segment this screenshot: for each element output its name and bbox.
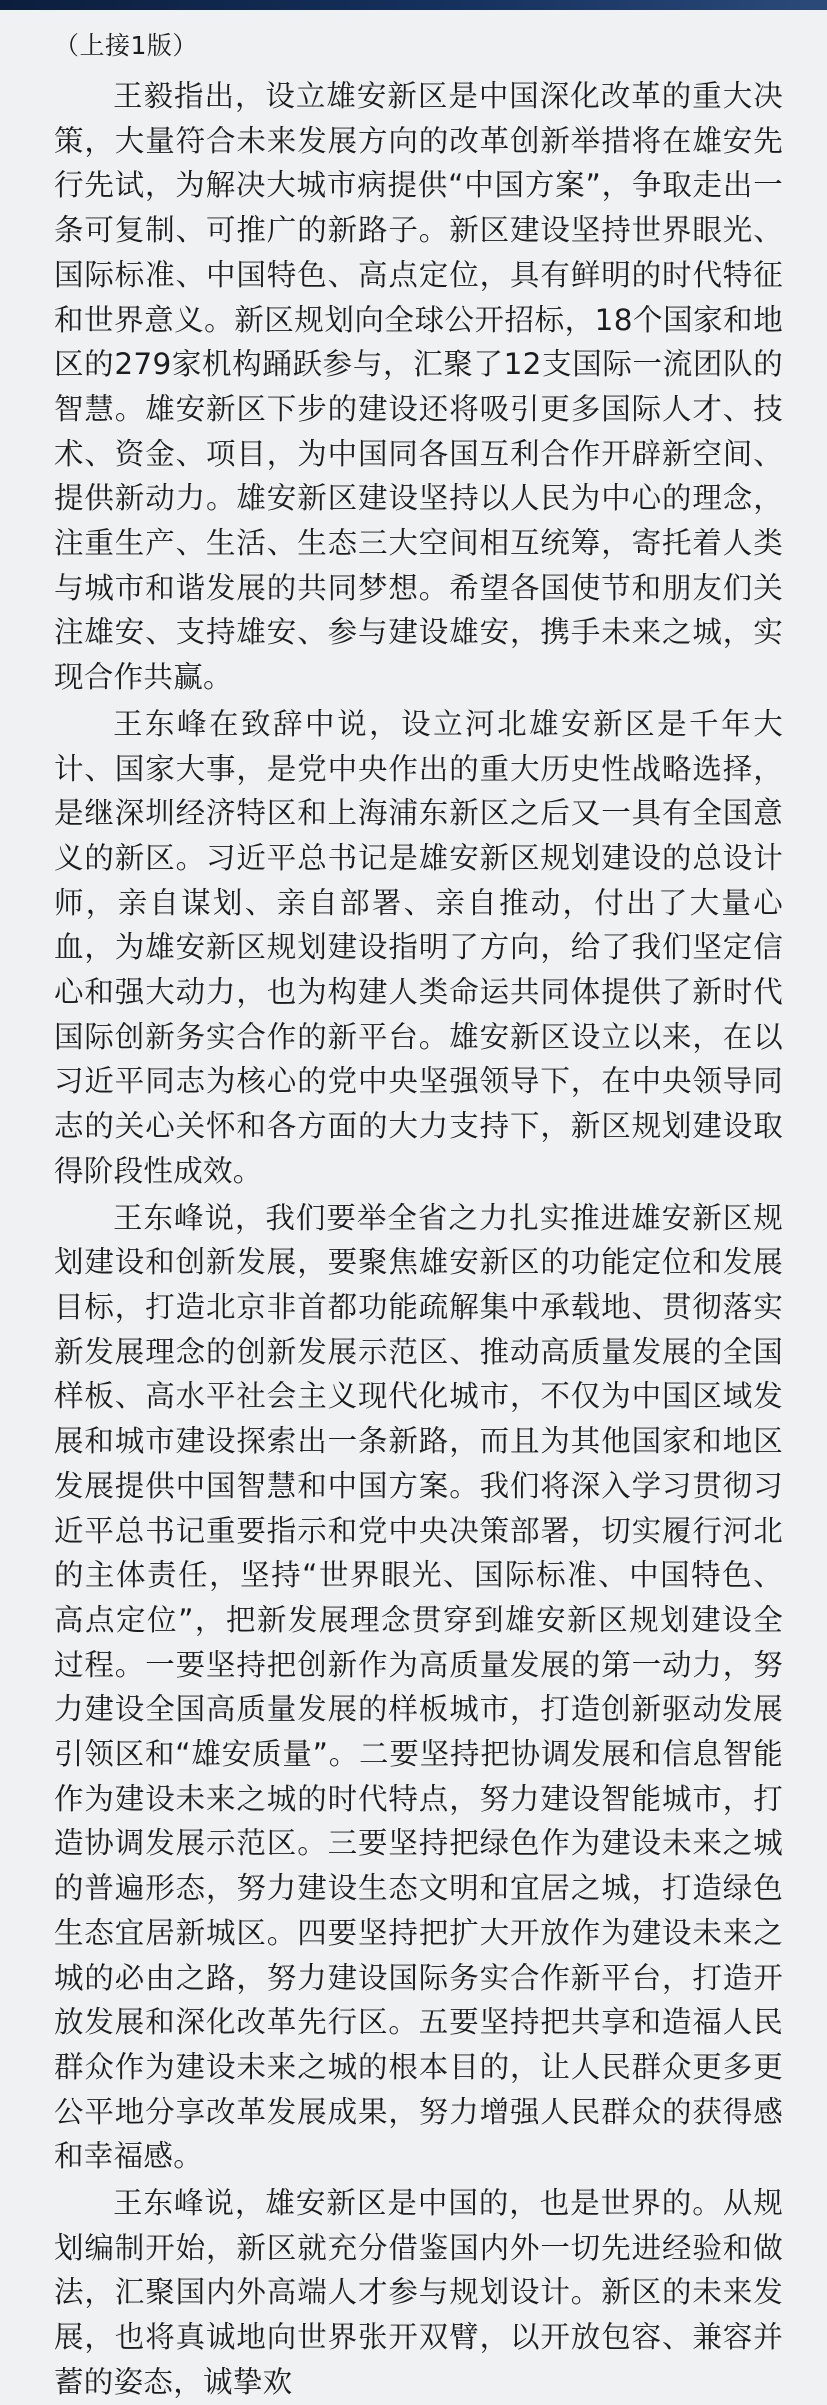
paragraph: 王东峰在致辞中说，设立河北雄安新区是千年大计、国家大事，是党中央作出的重大历史性战略选择，是继深圳经济特区和上海浦东新区之后又一具有全国意义的新区。习近平总书记是雄安新区规划建设的总设计师，亲自谋划、亲自部署、亲自推动，付出了大量心血，为雄安新区规划建设指明了方向，给了我们坚定信心和强大动力，也为构建人类命运共同体提供了新时代国际创新务实合作的新平台。雄安新区设立以来，在以习近平同志为核心的党中央坚强领导下，在中央领导同志的关心关怀和各方面的大力支持下，新区规划建设取得阶段性成效。 [54,706,783,1188]
paragraph: 王东峰说，我们要举全省之力扎实推进雄安新区规划建设和创新发展，要聚焦雄安新区的功能定位和发展目标，打造北京非首都功能疏解集中承载地、贯彻落实新发展理念的创新发展示范区、推动高质量发展的全国样板、高水平社会主义现代化城市，不仅为中国区域发展和城市建设探索出一条新路，而且为其他国家和地区发展提供中国智慧和中国方案。我们将深入学习贯彻习近平总书记重要指示和党中央决策部署，切实履行河北的主体责任，坚持“世界眼光、国际标准、中国特色、高点定位”，把新发展理念贯穿到雄安新区规划建设全过程。一要坚持把创新作为高质量发展的第一动力，努力建设全国高质量发展的样板城市，打造创新驱动发展引领区和“雄安质量”。二要坚持把协调发展和信息智能作为建设未来之城的时代特点，努力建设智能城市，打造协调发展示范区。三要坚持把绿色作为建设未来之城的普遍形态，努力建设生态文明和宜居之城，打造绿色生态宜居新城区。四要坚持把扩大开放作为建设未来之城的必由之路，努力建设国际务实合作新平台，打造开放发展和深化改革先行区。五要坚持把共享和造福人民群众作为建设未来之城的根本目的，让人民群众更多更公平地分享改革发展成果，努力增强人民群众的获得感和幸福感。 [54,1200,783,2174]
paragraph: 王东峰说，雄安新区是中国的，也是世界的。从规划编制开始，新区就充分借鉴国内外一切先进经验和做法，汇聚国内外高端人才参与规划设计。新区的未来发展，也将真诚地向世界张开双臂，以开放包容、兼容并蓄的姿态，诚挚欢 [54,2186,783,2399]
header-bar [0,0,827,10]
continuation-note: （上接1版） [54,31,198,60]
article-body [0,10,827,2405]
paragraph: 王毅指出，设立雄安新区是中国深化改革的重大决策，大量符合未来发展方向的改革创新举措将在雄安先行先试，为解决大城市病提供“中国方案”，争取走出一条可复制、可推广的新路子。新区建设坚持世界眼光、国际标准、中国特色、高点定位，具有鲜明的时代特征和世界意义。新区规划向全球公开招标，18个国家和地区的279家机构踊跃参与，汇聚了12支国际一流团队的智慧。雄安新区下步的建设还将吸引更多国际人才、技术、资金、项目，为中国同各国互利合作开辟新空间、提供新动力。雄安新区建设坚持以人民为中心的理念，注重生产、生活、生态三大空间相互统筹，寄托着人类与城市和谐发展的共同梦想。希望各国使节和朋友们关注雄安、支持雄安、参与建设雄安，携手未来之城，实现合作共赢。 [54,79,783,695]
